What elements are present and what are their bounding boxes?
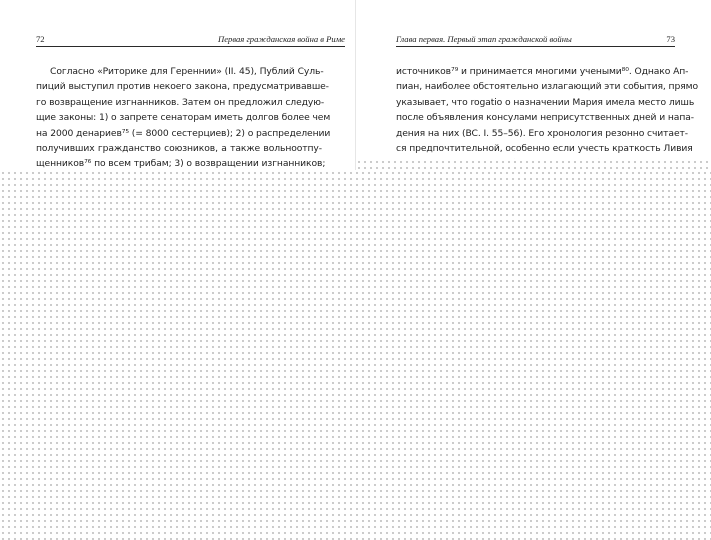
text-line: пиций выступил против некоего закона, предусматривавше- xyxy=(36,81,329,93)
text-line: ся предпочтительной, особенно если учесть краткость Ливия xyxy=(396,143,693,155)
text-line: после объявления консулами неприсутственных дней и напа- xyxy=(396,112,694,124)
text-line: щие законы: 1) о запрете сенаторам иметь долгов более чем xyxy=(36,112,331,124)
dotted-overlay-left xyxy=(0,170,711,540)
text-line: Согласно «Риторике для Гереннии» (II. 45), Публий Суль- xyxy=(50,66,324,77)
text-line: пиан, наиболее обстоятельно излагающий эти события, прямо xyxy=(396,81,698,93)
running-head: Глава первая. Первый этап гражданской войны xyxy=(396,34,572,44)
text-line: щенников⁷⁶ по всем трибам; 3) о возвращении изгнанников; xyxy=(36,158,326,170)
running-head: Первая гражданская война в Риме xyxy=(218,34,345,44)
header-rule xyxy=(36,46,345,47)
header-rule xyxy=(396,46,675,47)
page-number: 73 xyxy=(666,34,675,44)
text-line: получивших гражданство союзников, а также вольноотпу- xyxy=(36,143,322,155)
text-line: дения на них (BC. I. 55–56). Его хронология резонно считает- xyxy=(396,127,688,139)
text-line: источников⁷⁹ и принимается многими учеными⁸⁰. Однако Ап- xyxy=(396,66,689,77)
dotted-overlay-right xyxy=(356,159,711,170)
text-line: на 2000 денариев⁷⁵ (= 8000 сестерциев); 2) о распределении xyxy=(36,127,331,139)
page-number: 72 xyxy=(36,34,45,44)
text-line: го возвращение изгнанников. Затем он предложил следую- xyxy=(36,96,325,108)
text-line: указывает, что rogatio о назначении Мария имела место лишь xyxy=(396,96,695,108)
